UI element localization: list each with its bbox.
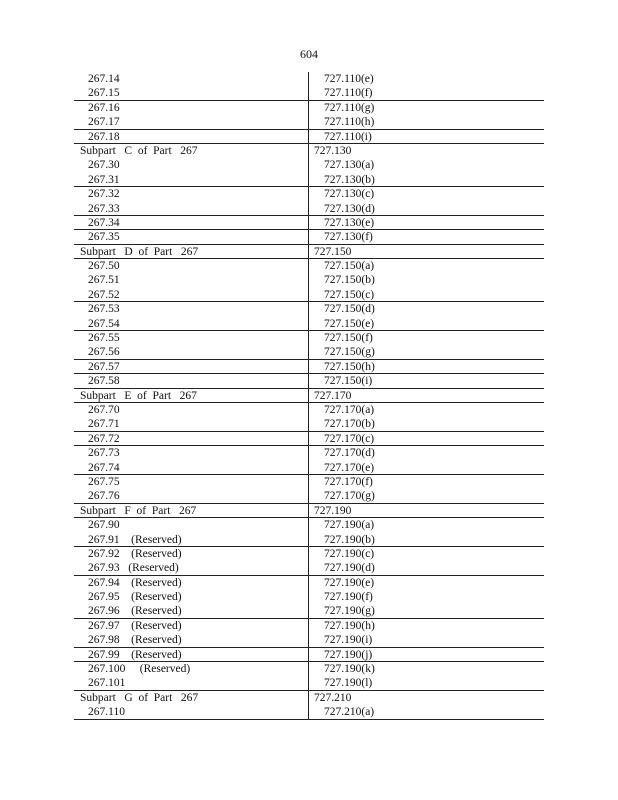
table-row [74, 216, 544, 230]
new-section-cell: 727.190(b) [324, 533, 375, 546]
old-section-cell: 267.50 [88, 260, 120, 273]
old-section-cell: 267.52 [88, 288, 120, 301]
table-row [74, 302, 544, 316]
new-section-cell: 727.150 [314, 245, 352, 258]
old-section-cell: 267.51 [88, 274, 120, 287]
new-section-cell: 727.110(e) [324, 73, 374, 85]
new-section-cell: 727.190(g) [324, 605, 375, 618]
table-row [74, 676, 544, 690]
new-section-cell: 727.150(i) [324, 375, 373, 388]
new-section-cell: 727.190(f) [324, 591, 373, 604]
subpart-heading-row [74, 691, 544, 705]
table-row [74, 461, 544, 475]
table-row [74, 317, 544, 331]
old-section-cell: Subpart D of Part 267 [80, 245, 199, 258]
subpart-heading-row [74, 389, 544, 403]
old-section-cell: 267.92 (Reserved) [88, 547, 182, 560]
table-row [74, 230, 544, 244]
new-section-cell: 727.190(k) [324, 663, 375, 676]
old-section-cell: Subpart E of Part 267 [80, 389, 197, 402]
page-number: 604 [300, 47, 318, 61]
old-section-cell: 267.17 [88, 116, 120, 129]
old-section-cell: 267.53 [88, 303, 120, 316]
new-section-cell: 727.190 [314, 504, 352, 517]
new-section-cell: 727.170(d) [324, 447, 375, 460]
table-row [74, 662, 544, 676]
new-section-cell: 727.170(f) [324, 475, 373, 488]
table-row [74, 273, 544, 287]
old-section-cell: 267.58 [88, 375, 120, 388]
table-row [74, 345, 544, 359]
table-row [74, 374, 544, 388]
new-section-cell: 727.150(d) [324, 303, 375, 316]
table-row [74, 633, 544, 647]
new-section-cell: 727.170 [314, 389, 352, 402]
old-section-cell: 267.34 [88, 216, 120, 229]
new-section-cell: 727.130(b) [324, 173, 375, 186]
table-row [74, 705, 544, 719]
new-section-cell: 727.130(c) [324, 188, 375, 201]
table-row [74, 360, 544, 374]
new-section-cell: 727.190(c) [324, 547, 375, 560]
old-section-cell: Subpart F of Part 267 [80, 504, 197, 517]
new-section-cell: 727.110(i) [324, 130, 372, 143]
new-section-cell: 727.150(a) [324, 260, 375, 273]
table-row [74, 101, 544, 115]
old-section-cell: 267.16 [88, 101, 120, 114]
new-section-cell: 727.190(e) [324, 576, 375, 589]
table-row [74, 158, 544, 172]
table-row [74, 130, 544, 144]
old-section-cell: 267.15 [88, 87, 120, 100]
new-section-cell: 727.110(f) [324, 87, 373, 100]
new-section-cell: 727.150(g) [324, 346, 375, 359]
old-section-cell: 267.75 [88, 475, 120, 488]
new-section-cell: 727.190(a) [324, 519, 375, 532]
old-section-cell: 267.57 [88, 360, 120, 373]
old-section-cell: 267.101 [88, 677, 126, 690]
old-section-cell: 267.91 (Reserved) [88, 533, 182, 546]
subpart-heading-row [74, 245, 544, 259]
new-section-cell: 727.170(g) [324, 490, 375, 503]
table-row [74, 590, 544, 604]
new-section-cell: 727.150(e) [324, 317, 375, 330]
new-section-cell: 727.190(i) [324, 634, 373, 647]
old-section-cell: 267.95 (Reserved) [88, 591, 182, 604]
table-row [74, 561, 544, 575]
old-section-cell: 267.93 (Reserved) [88, 562, 179, 575]
new-section-cell: 727.190(h) [324, 619, 375, 632]
old-section-cell: 267.32 [88, 188, 120, 201]
new-section-cell: 727.190(l) [324, 677, 373, 690]
old-section-cell: 267.96 (Reserved) [88, 605, 182, 618]
old-section-cell: 267.31 [88, 173, 120, 186]
table-row [74, 547, 544, 561]
new-section-cell: 727.170(c) [324, 432, 375, 445]
old-section-cell: 267.100 (Reserved) [88, 663, 191, 676]
table-row [74, 619, 544, 633]
table-row [74, 446, 544, 460]
table-row [74, 432, 544, 446]
old-section-cell: 267.74 [88, 461, 120, 474]
table-row [74, 475, 544, 489]
new-section-cell: 727.170(b) [324, 418, 375, 431]
old-section-cell: 267.71 [88, 418, 120, 431]
new-section-cell: 727.190(j) [324, 648, 373, 661]
old-section-cell: 267.33 [88, 202, 120, 215]
new-section-cell: 727.210 [314, 691, 352, 704]
old-section-cell: 267.73 [88, 447, 120, 460]
cross-reference-table [74, 72, 544, 720]
table-row [74, 604, 544, 618]
table-row [74, 187, 544, 201]
old-section-cell: 267.35 [88, 231, 120, 244]
old-section-cell: 267.97 (Reserved) [88, 619, 182, 632]
table-row [74, 173, 544, 187]
new-section-cell: 727.130(d) [324, 202, 375, 215]
table-row [74, 533, 544, 547]
new-section-cell: 727.110(h) [324, 116, 375, 129]
old-section-cell: 267.76 [88, 490, 120, 503]
old-section-cell: Subpart C of Part 267 [80, 144, 198, 157]
new-section-cell: 727.210(a) [324, 706, 375, 719]
table-row [74, 417, 544, 431]
old-section-cell: 267.98 (Reserved) [88, 634, 182, 647]
new-section-cell: 727.190(d) [324, 562, 375, 575]
old-section-cell: Subpart G of Part 267 [80, 691, 199, 704]
old-section-cell: 267.56 [88, 346, 120, 359]
table-row [74, 518, 544, 532]
table-row [74, 259, 544, 273]
old-section-cell: 267.72 [88, 432, 120, 445]
old-section-cell: 267.55 [88, 332, 120, 345]
old-section-cell: 267.70 [88, 403, 120, 416]
old-section-cell: 267.90 [88, 519, 120, 532]
old-section-cell: 267.94 (Reserved) [88, 576, 182, 589]
table-row [74, 115, 544, 129]
old-section-cell: 267.14 [88, 73, 120, 85]
table-row [74, 403, 544, 417]
old-section-cell: 267.18 [88, 130, 120, 143]
old-section-cell: 267.99 (Reserved) [88, 648, 182, 661]
table-row [74, 288, 544, 302]
old-section-cell: 267.54 [88, 317, 120, 330]
new-section-cell: 727.150(b) [324, 274, 375, 287]
new-section-cell: 727.130(a) [324, 159, 375, 172]
new-section-cell: 727.170(a) [324, 403, 375, 416]
table-row [74, 72, 544, 86]
new-section-cell: 727.170(e) [324, 461, 375, 474]
subpart-heading-row [74, 504, 544, 518]
new-section-cell: 727.130(e) [324, 216, 375, 229]
old-section-cell: 267.30 [88, 159, 120, 172]
new-section-cell: 727.110(g) [324, 101, 375, 114]
new-section-cell: 727.150(f) [324, 332, 373, 345]
table-row [74, 331, 544, 345]
old-section-cell: 267.110 [88, 706, 125, 719]
table-row [74, 86, 544, 100]
subpart-heading-row [74, 144, 544, 158]
new-section-cell: 727.150(c) [324, 288, 375, 301]
new-section-cell: 727.130(f) [324, 231, 373, 244]
table-row [74, 489, 544, 503]
table-row [74, 648, 544, 662]
table-row [74, 576, 544, 590]
new-section-cell: 727.150(h) [324, 360, 375, 373]
table-row [74, 202, 544, 216]
new-section-cell: 727.130 [314, 144, 352, 157]
